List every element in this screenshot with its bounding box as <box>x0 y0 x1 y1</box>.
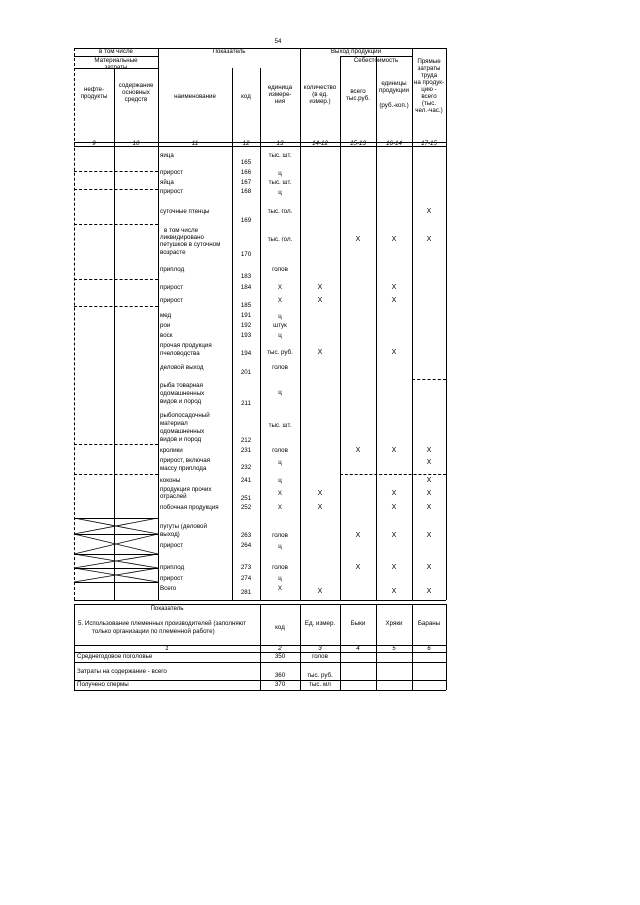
header-incl: в том числе <box>98 48 133 55</box>
row-unit: ц <box>278 575 282 582</box>
header-labor-8: чел.-час.) <box>415 107 443 114</box>
x-mark: Х <box>317 297 323 304</box>
row-unit: Х <box>277 585 283 592</box>
x-mark: Х <box>426 236 432 243</box>
row-unit: штук <box>273 322 287 329</box>
row-name: возрасте <box>160 249 186 256</box>
row-code: 170 <box>240 251 252 258</box>
row-code: 281 <box>240 589 252 596</box>
header-labor-1: Прямые <box>417 58 441 65</box>
header-unit-3: ния <box>274 98 286 105</box>
row-name: побочная продукция <box>160 504 219 511</box>
x-mark: Х <box>391 588 397 595</box>
row-name: прирост <box>160 575 184 582</box>
row-unit: голов <box>272 266 288 273</box>
row-unit: тыс. шт. <box>268 179 292 186</box>
s5-row-name: Затраты на содержание - всего <box>77 668 167 675</box>
row-code: 192 <box>240 322 252 329</box>
row-name: прочая продукция <box>160 342 212 349</box>
row-code: 168 <box>240 188 252 195</box>
row-name: видов и пород <box>160 436 202 443</box>
row-code: 251 <box>240 495 252 502</box>
row-unit: ц <box>278 332 282 339</box>
header-cost: Себестоимость <box>353 57 399 64</box>
s5-colnum: 6 <box>427 645 431 652</box>
row-name: суточные птенцы <box>160 208 210 215</box>
header-code: код <box>241 93 251 100</box>
header-unit-cost-3: (руб.-коп.) <box>379 102 409 109</box>
header-labor-5: цию - <box>421 86 437 93</box>
colnum-11: 11 <box>191 140 199 147</box>
header-unit-cost-1: единицы <box>381 80 407 87</box>
crossed-cells-1 <box>74 518 158 554</box>
s5-colnum: 4 <box>356 645 360 652</box>
header-labor-7: (тыс. <box>421 100 437 107</box>
row-name: в том числе <box>164 227 199 234</box>
header-name: наименование <box>174 93 216 100</box>
row-unit: Х <box>277 284 283 291</box>
production-output-table <box>74 44 446 600</box>
row-code: 211 <box>241 400 251 407</box>
x-mark: Х <box>426 447 432 454</box>
row-unit: ц <box>278 389 282 396</box>
header-labor-6: всего <box>421 93 437 100</box>
x-mark: Х <box>355 447 361 454</box>
row-code: 264 <box>240 542 252 549</box>
s5-row-code: 350 <box>274 653 286 660</box>
row-name: материал <box>160 420 188 427</box>
header-qty-3: измер.) <box>309 98 331 105</box>
x-mark: Х <box>391 447 397 454</box>
row-name: Всего <box>160 585 177 592</box>
row-name: кролики <box>160 447 183 454</box>
s5-unit: Ед. измер. <box>304 620 336 627</box>
row-unit: тыс. шт. <box>268 152 292 159</box>
row-unit: ц <box>278 313 282 320</box>
row-code: 185 <box>240 302 252 309</box>
s5-code: код <box>275 624 285 631</box>
row-name: рои <box>160 322 171 329</box>
row-code: 183 <box>240 273 252 280</box>
row-code: 167 <box>240 179 252 186</box>
header-unit-1: единица <box>267 84 293 91</box>
x-mark: Х <box>426 477 432 484</box>
colnum-9: 9 <box>92 140 96 147</box>
row-name: видов и пород <box>160 398 202 405</box>
header-total-1: всего <box>350 88 366 95</box>
row-code: 165 <box>240 159 252 166</box>
row-unit: ц <box>278 459 282 466</box>
row-unit: тыс. гол. <box>267 208 293 215</box>
s5-boars: Хряки <box>385 620 403 627</box>
row-name: яица <box>160 152 174 159</box>
row-name: рыба товарная <box>160 382 203 389</box>
colnum-16-14: 16-14 <box>386 140 402 147</box>
row-code: 194 <box>240 350 252 357</box>
x-mark: Х <box>355 236 361 243</box>
row-code: 241 <box>240 477 252 484</box>
header-labor-4: на продук- <box>413 79 445 86</box>
row-code: 232 <box>240 464 252 471</box>
x-mark: Х <box>426 532 432 539</box>
x-mark: Х <box>391 284 397 291</box>
row-name: прирост <box>160 188 184 195</box>
s5-row-unit: голов <box>312 653 328 660</box>
row-code: 263 <box>240 532 252 539</box>
row-name: пугуты (деловой <box>160 523 207 530</box>
row-name: деловой выход <box>160 364 204 371</box>
page-number: 54 <box>274 38 282 45</box>
colnum-12: 12 <box>242 140 250 147</box>
row-unit: Х <box>277 490 283 497</box>
row-unit: голов <box>272 532 288 539</box>
s5-title-2: только организации по племенной работе) <box>92 628 215 635</box>
x-mark: Х <box>317 349 323 356</box>
breeding-producers-table <box>74 604 446 690</box>
row-name: одомашненных <box>160 428 205 435</box>
x-mark: Х <box>317 588 323 595</box>
row-code: 252 <box>240 504 252 511</box>
row-name: воск <box>160 332 173 339</box>
row-name: прирост, включая <box>160 457 211 464</box>
x-mark: Х <box>317 490 323 497</box>
row-unit: голов <box>272 447 288 454</box>
x-mark: Х <box>391 564 397 571</box>
row-name: коконы <box>160 477 181 484</box>
x-mark: Х <box>426 490 432 497</box>
row-unit: Х <box>277 297 283 304</box>
s5-colnum: 5 <box>392 645 396 652</box>
x-mark: Х <box>391 490 397 497</box>
row-unit: ц <box>278 543 282 550</box>
s5-row-unit: тыс. руб. <box>307 672 333 679</box>
s5-colnum: 2 <box>278 645 282 652</box>
row-name: пчеловодства <box>160 350 200 357</box>
row-unit: тыс. руб. <box>267 349 293 356</box>
s5-row-name: Получено спермы <box>77 681 129 688</box>
header-qty-2: (в ед. <box>312 91 328 98</box>
row-code: 231 <box>240 447 252 454</box>
row-unit: ц <box>278 189 282 196</box>
row-code: 193 <box>240 332 252 339</box>
row-name: ликвидировано <box>160 234 204 241</box>
row-name: петушков в суточном <box>160 241 221 248</box>
x-mark: Х <box>317 504 323 511</box>
x-mark: Х <box>426 459 432 466</box>
s5-row-code: 360 <box>274 672 286 679</box>
header-qty-1: количество <box>303 84 337 91</box>
x-mark: Х <box>391 349 397 356</box>
row-code: 201 <box>240 369 252 376</box>
row-unit: ц <box>278 170 282 177</box>
s5-colnum: 1 <box>165 645 169 652</box>
colnum-10: 10 <box>132 140 140 147</box>
row-name: отраслей <box>160 493 187 500</box>
x-mark: Х <box>426 208 432 215</box>
s5-colnum: 3 <box>318 645 322 652</box>
row-name: прирост <box>160 542 184 549</box>
row-unit: тыс. шт. <box>268 422 292 429</box>
x-mark: Х <box>355 532 361 539</box>
colnum-13: 13 <box>276 140 284 147</box>
header-fixed-3: средств <box>124 96 148 103</box>
x-mark: Х <box>391 504 397 511</box>
x-mark: Х <box>355 564 361 571</box>
s5-rams: Бараны <box>417 620 441 627</box>
row-code: 184 <box>240 284 252 291</box>
x-mark: Х <box>317 284 323 291</box>
row-name: приплод <box>160 564 185 571</box>
row-code: 169 <box>240 217 252 224</box>
row-name: продукция прочих <box>160 486 212 493</box>
s5-row-name: Среднегодовое поголовье <box>77 653 153 660</box>
header-unit-2: измере- <box>268 91 292 98</box>
s5-title-1: 5. Использование племенных производителей (заполняют <box>78 620 247 627</box>
header-output: Выход продукции <box>330 48 382 55</box>
x-mark: Х <box>391 532 397 539</box>
row-name: массу приплода <box>160 465 207 472</box>
row-code: 273 <box>240 564 252 571</box>
colnum-17-15: 17-15 <box>421 140 437 147</box>
row-code: 191 <box>240 312 252 319</box>
row-name: прирост <box>160 284 184 291</box>
header-oil-1: нефте- <box>83 86 105 93</box>
row-code: 166 <box>240 169 252 176</box>
header-indicator: Показатель <box>212 48 246 55</box>
row-unit: голов <box>272 564 288 571</box>
x-mark: Х <box>426 564 432 571</box>
colnum-15-13: 15-13 <box>350 140 366 147</box>
header-labor-2: затраты <box>417 65 441 72</box>
row-name: выход) <box>160 531 180 538</box>
header-fixed-2: основных <box>122 89 150 96</box>
row-name: приплод <box>160 266 185 273</box>
header-unit-cost-2: продукции <box>379 87 409 94</box>
row-code: 212 <box>240 437 252 444</box>
crossed-cells-2 <box>74 554 158 582</box>
row-name: мед <box>160 312 172 319</box>
row-unit: тыс. гол. <box>267 236 293 243</box>
header-mat-costs-2: затраты <box>104 64 128 71</box>
x-mark: Х <box>391 297 397 304</box>
header-mat-costs-1: Материальные <box>94 57 138 64</box>
header-fixed-1: содержание <box>118 82 154 89</box>
row-name: одомашненных <box>160 390 205 397</box>
s5-indicator: Показатель <box>150 605 184 612</box>
x-mark: Х <box>426 504 432 511</box>
x-mark: Х <box>391 236 397 243</box>
header-total-2: тыс.руб. <box>346 95 370 102</box>
row-unit: голов <box>272 364 288 371</box>
s5-row-unit: тыс. мл <box>309 681 331 688</box>
row-name: прирост <box>160 297 184 304</box>
row-name: яйца <box>160 179 174 186</box>
s5-row-code: 370 <box>274 681 286 688</box>
s5-bulls: Быки <box>350 620 366 627</box>
x-mark: Х <box>426 588 432 595</box>
row-code: 274 <box>240 575 252 582</box>
row-name: прирост <box>160 169 184 176</box>
row-unit: Х <box>277 504 283 511</box>
header-oil-2: продукты <box>80 93 108 100</box>
header-labor-3: труда <box>420 72 438 79</box>
row-unit: ц <box>278 477 282 484</box>
row-name: рыбопосадочный <box>160 412 210 419</box>
colnum-14-12: 14-12 <box>312 140 328 147</box>
